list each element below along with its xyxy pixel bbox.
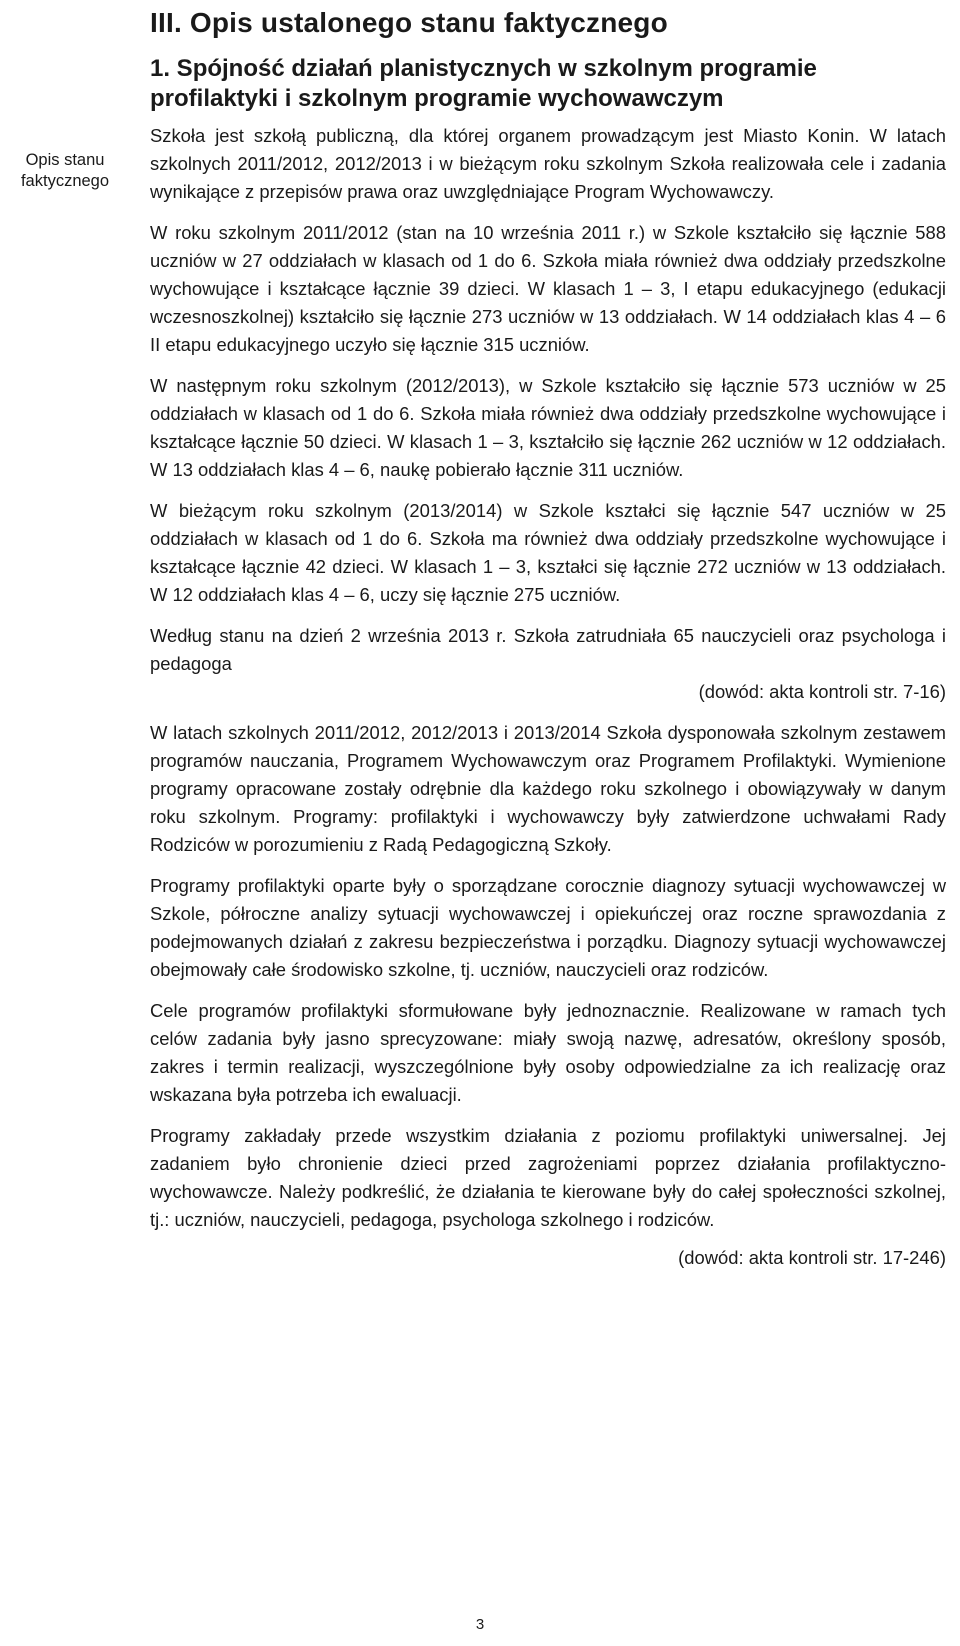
paragraph-year-2013: W bieżącym roku szkolnym (2013/2014) w Szkole kształci się łącznie 547 uczniów w 25 oddziałach w klasach od 1 do 6. Szkoła ma również dwa oddziały przedszkolne wychowujące i kształcące łącznie 42 dzieci. W klasach 1 – 3, kształci się łącznie 272 uczniów w 13 oddziałach. W 12 oddziałach klas 4 – 6, uczy się łącznie 275 uczniów.	[150, 500, 946, 605]
paragraph-staff: Według stanu na dzień 2 września 2013 r. Szkoła zatrudniała 65 nauczycieli oraz psychologa i pedagoga	[150, 625, 946, 674]
paragraph-diagnoses: Programy profilaktyki oparte były o sporządzane corocznie diagnozy sytuacji wychowawczej w Szkole, półroczne analizy sytuacji wychowawczej i opiekuńczej oraz roczne sprawozdania z podejmowanych działań z zakresu bezpieczeństwa i porządku. Diagnozy sytuacji wychowawczej obejmowały całe środowisko szkolne, tj. uczniów, nauczycieli oraz rodziców.	[150, 875, 946, 980]
page-number: 3	[475, 1616, 485, 1633]
paragraph-programs: W latach szkolnych 2011/2012, 2012/2013 i 2013/2014 Szkoła dysponowała szkolnym zestawem programów nauczania, Programem Wychowawczym oraz Programem Profilaktyki. Wymienione programy opracowane zostały odrębnie dla każdego roku szkolnego i obowiązywały w danym roku szkolnym. Programy: profilaktyki i wychowawczy były zatwierdzone uchwałami Rady Rodziców w porozumieniu z Radą Pedagogiczną Szkoły.	[150, 722, 946, 855]
paragraph-year-2012: W następnym roku szkolnym (2012/2013), w Szkole kształciło się łącznie 573 uczniów w 25 oddziałach w klasach od 1 do 6. Szkoła miała również dwa oddziały przedszkolne wychowujące i kształcące łącznie 50 dzieci. W klasach 1 – 3, kształciło się łącznie 262 uczniów w 12 oddziałach. W 13 oddziałach klas 4 – 6, naukę pobierało łącznie 311 uczniów.	[150, 375, 946, 480]
subsection-heading: 1. Spójność działań planistycznych w szkolnym programie profilaktyki i szkolnym programie wychowawczym	[150, 55, 817, 112]
section-heading: III. Opis ustalonego stanu faktycznego	[150, 7, 668, 38]
margin-label: Opis stanu faktycznego	[20, 151, 110, 190]
paragraph-year-2011: W roku szkolnym 2011/2012 (stan na 10 września 2011 r.) w Szkole kształciło się łącznie 588 uczniów w 27 oddziałach w klasach od 1 do 6. Szkoła miała również dwa oddziały przedszkolne wychowujące i kształcące łącznie 39 dzieci. W klasach 1 – 3, I etapu edukacyjnego (edukacji wczesnoszkolnej) kształciło się łącznie 273 uczniów w 13 oddziałach. W 14 oddziałach klas 4 – 6 II etapu edukacyjnego uczyło się łącznie 315 uczniów.	[150, 222, 946, 355]
paragraph-school-status: Szkoła jest szkołą publiczną, dla której organem prowadzącym jest Miasto Konin. W latach szkolnych 2011/2012, 2012/2013 i w bieżącym roku szkolnym Szkoła realizowała cele i zadania wynikające z przepisów prawa oraz uwzględniające Program Wychowawczy.	[150, 125, 946, 202]
proof-reference-2: (dowód: akta kontroli str. 17-246)	[678, 1247, 946, 1268]
main-content	[150, 0, 946, 1272]
paragraph-universal-prevention: Programy zakładały przede wszystkim działania z poziomu profilaktyki uniwersalnej. Jej zadaniem było chronienie dzieci przed zagrożeniami poprzez działania profilaktyczno-wychowawcze. Należy podkreślić, że działania te kierowane były do całej społeczności szkolnej, tj.: uczniów, nauczycieli, pedagoga, psychologa szkolnego i rodziców.	[150, 1125, 946, 1230]
paragraph-goals: Cele programów profilaktyki sformułowane były jednoznacznie. Realizowane w ramach tych celów zadania były jasno sprecyzowane: miały swoją nazwę, adresatów, określony sposób, zakres i termin realizacji, wyszczególnione były osoby odpowiedzialne za ich realizację oraz wskazana była potrzeba ich ewaluacji.	[150, 1000, 946, 1105]
proof-reference-1: (dowód: akta kontroli str. 7-16)	[698, 681, 946, 702]
